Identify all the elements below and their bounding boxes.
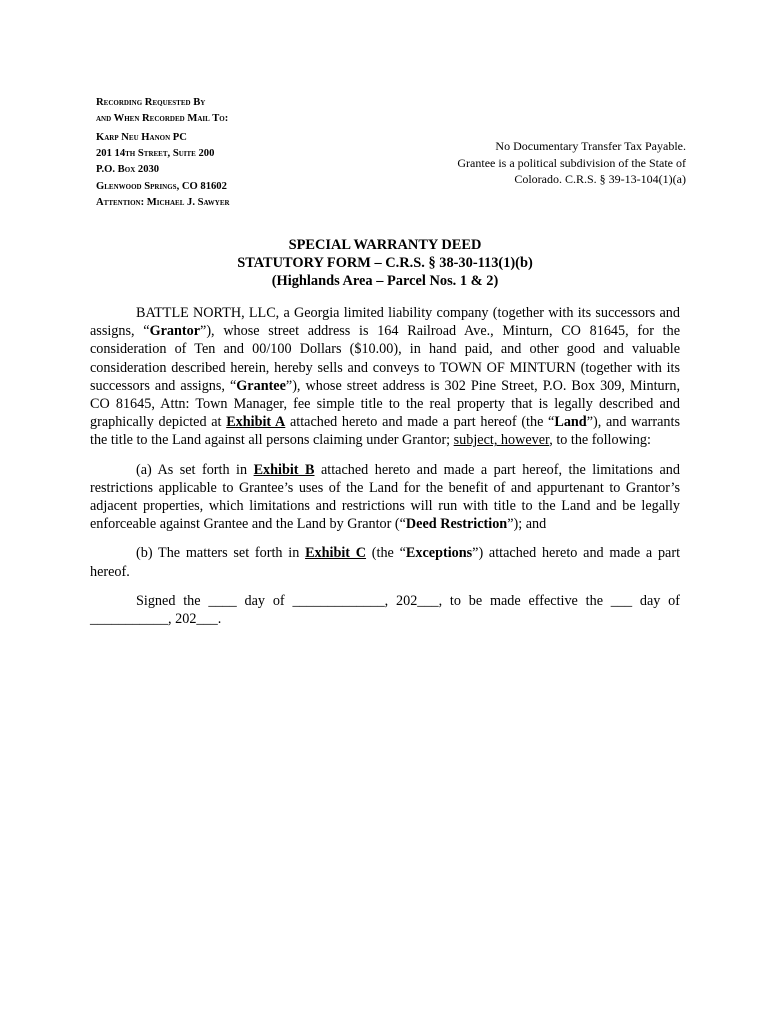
text-run: ”), whose street address is 302 Pine Street, P.O. Box 309, Minturn, CO 81645, Attn: Town Manager, fee simple title to the real property that is legally described and graphically depicted at	[90, 377, 680, 431]
address-firm: Karp Neu Hanon PC	[96, 132, 187, 143]
deed-body	[90, 304, 680, 639]
conveyance-paragraph	[90, 304, 680, 450]
deed-restriction-term: Deed Restriction	[405, 516, 508, 533]
recording-requested-line: Recording Requested By	[96, 97, 206, 108]
text-run: ”) attached hereto and made a part hereof.	[90, 545, 681, 580]
deed-title-block	[90, 236, 680, 290]
text-run: ”), whose street address is 164 Railroad Ave., Minturn, CO 81645, for the consideration of Ten and 00/100 Dollars ($10.00), in hand paid, and other good and valuable consideration described herein, hereby sells and conveys to TOWN OF MINTURN (together with its successors and assigns, “	[90, 323, 681, 394]
text-run: BATTLE NORTH, LLC, a Georgia limited liability company (together with its successors and assigns, “	[90, 305, 680, 340]
grantee-term: Grantee	[236, 377, 286, 394]
address-city: Glenwood Springs, CO 81602	[96, 180, 227, 192]
address-po-box: P.O. Box 2030	[96, 164, 160, 176]
deed-statutory-form: STATUTORY FORM – C.R.S. § 38-30-113(1)(b)	[237, 255, 533, 271]
signature-date-paragraph: Signed the ____ day of _____________, 202___, to be made effective the ___ day of ___________, 202___.	[90, 592, 680, 628]
return-address-block	[96, 130, 230, 211]
exceptions-term: Exceptions	[405, 545, 473, 562]
deed-parcel-subtitle: (Highlands Area – Parcel Nos. 1 & 2)	[271, 273, 499, 289]
text-run: ”), and warrants the title to the Land against all persons claiming under Grantor;	[90, 414, 680, 449]
text-run: attached hereto and made a part hereof, the limitations and restrictions applicable to Grantee’s uses of the Land for the benefit of and appurtenant to Grantor’s adjacent properties, which limitations and restrictions will run with title to the Land and be legally enforceable against Grantee and the Land by Grantor (“	[90, 461, 680, 533]
recording-requested-block	[96, 95, 228, 126]
deed-restriction-paragraph	[90, 461, 680, 534]
tax-note-line-3: Colorado. C.R.S. § 39-13-104(1)(a)	[514, 172, 686, 186]
exhibit-c-reference: Exhibit C	[305, 545, 367, 562]
tax-note-line-1: No Documentary Transfer Tax Payable.	[495, 139, 686, 153]
deed-title: SPECIAL WARRANTY DEED	[288, 237, 482, 253]
text-run: ”); and	[507, 516, 547, 533]
exceptions-paragraph	[90, 544, 680, 580]
recorded-mail-to-line: and When Recorded Mail To:	[96, 112, 229, 124]
tax-exemption-note	[386, 138, 686, 188]
land-term: Land	[554, 414, 587, 431]
address-street: 201 14th Street, Suite 200	[96, 148, 215, 160]
exhibit-a-reference: Exhibit A	[226, 414, 286, 431]
text-run: , to the following:	[549, 432, 651, 449]
address-attention: Attention: Michael J. Sawyer	[96, 196, 230, 208]
exhibit-b-reference: Exhibit B	[253, 461, 315, 478]
text-run: (the “	[366, 545, 406, 562]
subject-however-term: subject, however	[453, 432, 550, 449]
grantor-term: Grantor	[149, 323, 201, 340]
text-run: attached hereto and made a part hereof (the “	[285, 414, 555, 431]
tax-note-line-2: Grantee is a political subdivision of the State of	[457, 155, 686, 170]
text-run: (a) As set forth in	[136, 461, 254, 478]
text-run: (b) The matters set forth in	[136, 545, 306, 562]
